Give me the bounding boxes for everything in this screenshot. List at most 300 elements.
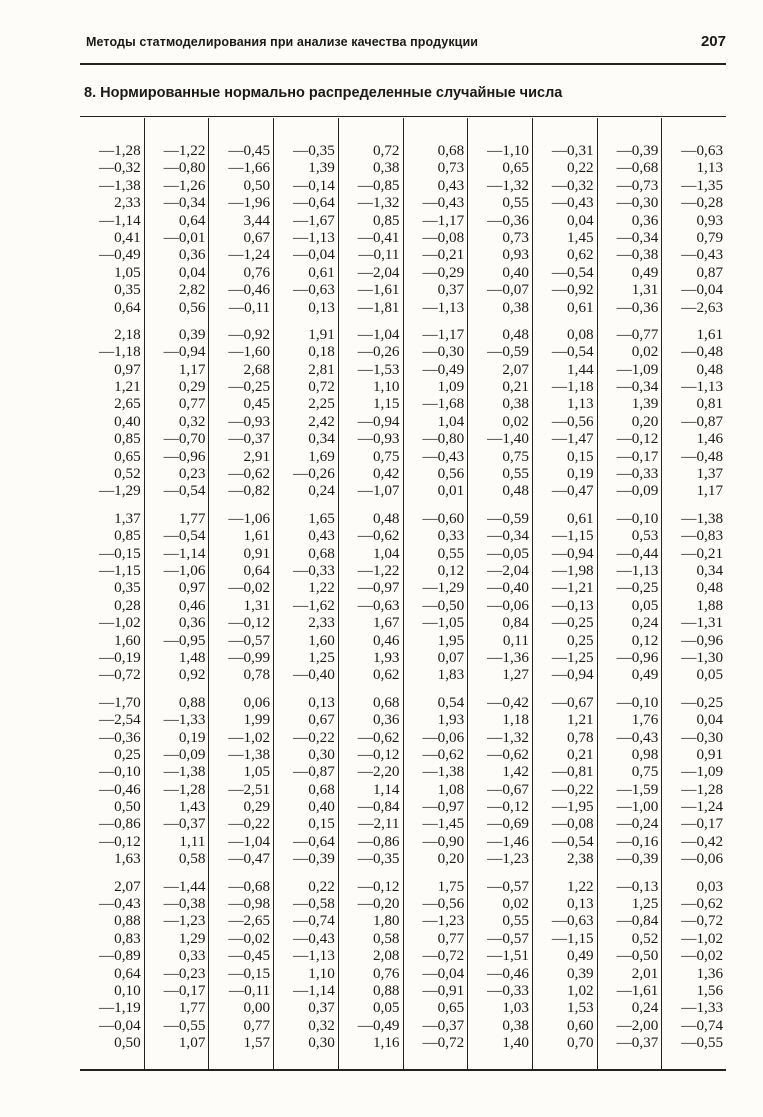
random-number-cell: 1,05 (114, 263, 141, 281)
random-number-cell: —0,55 (681, 1034, 724, 1052)
random-number-cell: —0,93 (357, 430, 400, 448)
random-number-cell: 1,09 (437, 378, 465, 396)
random-number-cell: 0,10 (114, 981, 141, 999)
random-number-cell: —0,49 (357, 1016, 400, 1034)
random-number-cell: —1,81 (357, 298, 400, 316)
random-number-cell: 0,56 (178, 298, 206, 316)
random-number-cell: —0,74 (681, 1016, 724, 1034)
random-number-cell: 1,36 (696, 964, 724, 982)
random-number-cell: 1,63 (114, 850, 141, 868)
random-number-cell: 0,72 (372, 142, 400, 159)
random-number-cell: —0,57 (487, 877, 529, 895)
random-number-cell: 0,60 (567, 1016, 594, 1034)
number-block (145, 510, 206, 684)
random-number-cell: —0,86 (98, 815, 141, 833)
random-number-cell: 0,43 (308, 527, 335, 545)
page-number: 207 (700, 33, 726, 50)
number-block (598, 326, 659, 500)
random-number-cell: 0,61 (308, 263, 335, 281)
random-number-cell: —1,13 (293, 228, 335, 246)
random-number-cell: —1,15 (551, 929, 594, 947)
random-number-cell: 0,29 (178, 378, 206, 396)
random-number-cell: 0,07 (437, 648, 465, 666)
random-number-cell: —1,07 (357, 482, 400, 500)
random-number-cell: —0,43 (681, 246, 724, 264)
random-number-cell: —1,02 (681, 929, 724, 947)
random-number-cell: —1,59 (616, 780, 659, 798)
random-number-cell: —0,06 (487, 596, 529, 614)
random-number-cell: —0,16 (616, 832, 659, 850)
number-block (404, 694, 465, 868)
random-number-cell: —0,04 (422, 964, 465, 982)
random-number-cell: —1,04 (228, 832, 271, 850)
random-number-cell: 0,76 (372, 964, 400, 982)
random-number-cell: —1,38 (228, 745, 271, 763)
number-block (339, 510, 400, 684)
random-number-cell: —0,08 (422, 228, 465, 246)
random-number-cell: 0,93 (502, 246, 529, 264)
random-number-cell: 0,46 (372, 631, 400, 649)
random-number-cell: —0,04 (681, 281, 724, 299)
random-number-cell: —0,17 (616, 447, 659, 465)
random-number-cell: —0,06 (681, 850, 724, 868)
random-number-cell: 1,83 (437, 666, 465, 684)
random-number-cell: —0,26 (357, 343, 400, 361)
random-number-cell: 0,12 (631, 631, 659, 649)
random-number-cell: 1,67 (372, 614, 400, 632)
random-number-cell: 0,76 (243, 263, 271, 281)
random-number-cell: —1,96 (228, 194, 271, 212)
random-number-cell: 2,82 (178, 281, 206, 299)
random-number-cell: 1,14 (372, 780, 400, 798)
random-number-cell: 0,65 (502, 159, 529, 177)
table-column (661, 118, 726, 1069)
random-number-cell: —0,41 (357, 228, 400, 246)
random-number-cell: 1,25 (308, 648, 335, 666)
random-number-cell: —0,97 (422, 798, 465, 816)
random-number-cell: —0,63 (357, 596, 400, 614)
random-number-cell: 0,38 (502, 1016, 529, 1034)
random-number-cell: 1,21 (567, 711, 594, 729)
random-number-cell: —2,51 (228, 780, 271, 798)
number-block (598, 878, 659, 1052)
random-number-cell: —0,42 (487, 693, 529, 711)
random-number-cell: —0,11 (358, 246, 400, 264)
number-block (145, 694, 206, 868)
random-number-cell: 0,55 (437, 544, 465, 562)
random-number-cell: 0,54 (437, 693, 465, 711)
random-number-cell: 0,45 (243, 395, 271, 413)
random-number-cell: —1,28 (681, 780, 724, 798)
random-number-cell: 0,38 (502, 395, 529, 413)
random-number-cell: 0,75 (372, 447, 400, 465)
random-number-cell: 0,41 (114, 228, 141, 246)
random-number-cell: —1,33 (163, 711, 206, 729)
random-number-cell: 0,05 (631, 596, 659, 614)
number-block (80, 878, 141, 1052)
random-number-cell: 2,07 (114, 877, 141, 895)
random-number-cell: 0,36 (178, 246, 206, 264)
random-number-cell: —1,30 (681, 648, 724, 666)
random-number-cell: —0,12 (228, 614, 271, 632)
random-number-cell: 0,58 (178, 850, 206, 868)
random-number-cell: —0,10 (98, 763, 141, 781)
random-number-cell: —0,87 (293, 763, 335, 781)
random-number-cell: —0,25 (681, 693, 724, 711)
random-number-cell: 0,40 (114, 412, 141, 430)
random-number-cell: 0,30 (308, 745, 335, 763)
random-number-cell: —0,32 (98, 159, 141, 177)
random-number-cell: 0,87 (696, 263, 724, 281)
random-number-cell: 1,45 (567, 228, 594, 246)
random-number-cell: 0,58 (372, 929, 400, 947)
random-number-cell: —1,53 (357, 360, 400, 378)
random-number-cell: —0,94 (551, 544, 594, 562)
random-number-cell: 3,44 (243, 211, 271, 229)
random-number-cell: —0,43 (98, 895, 141, 913)
number-block (662, 326, 723, 500)
random-number-cell: —1,31 (681, 614, 724, 632)
random-number-cell: —0,43 (293, 929, 335, 947)
random-number-cell: —0,54 (551, 263, 594, 281)
number-block (468, 142, 529, 316)
random-number-cell: —0,62 (681, 895, 724, 913)
random-number-cell: —1,14 (98, 211, 141, 229)
random-number-cell: —0,13 (551, 596, 594, 614)
random-number-cell: —0,02 (681, 947, 724, 965)
random-number-cell: 0,15 (567, 447, 594, 465)
random-number-cell: 0,40 (502, 263, 529, 281)
random-number-cell: 0,62 (567, 246, 594, 264)
random-number-cell: —0,47 (228, 850, 271, 868)
random-number-cell: —2,65 (228, 912, 271, 930)
random-number-cell: 0,64 (114, 298, 141, 316)
random-number-cell: —0,43 (422, 194, 465, 212)
random-number-cell: 0,39 (178, 325, 206, 343)
random-number-cell: —1,06 (228, 509, 271, 527)
random-number-cell: —1,14 (163, 544, 206, 562)
random-number-cell: 1,18 (502, 711, 529, 729)
random-number-cell: 1,57 (243, 1034, 271, 1052)
random-number-cell: 0,40 (308, 798, 335, 816)
random-number-cell: —0,68 (228, 877, 271, 895)
random-number-cell: —1,32 (357, 194, 400, 212)
random-number-cell: —0,30 (422, 343, 465, 361)
random-number-cell: —2,04 (357, 263, 400, 281)
random-number-cell: 0,68 (308, 544, 335, 562)
random-number-cell: —0,22 (293, 728, 335, 746)
random-number-cell: —1,29 (98, 482, 141, 500)
random-number-cell: 0,24 (631, 999, 659, 1017)
random-number-cell: —0,68 (616, 159, 659, 177)
number-block (662, 694, 723, 868)
random-number-cell: 0,19 (567, 465, 594, 483)
random-number-cell: 0,06 (243, 693, 271, 711)
random-number-cell: —0,05 (487, 544, 529, 562)
random-number-cell: 0,48 (502, 325, 529, 343)
random-number-cell: —0,26 (293, 465, 335, 483)
random-number-cell: 0,91 (696, 745, 724, 763)
random-number-cell: —1,02 (228, 728, 271, 746)
random-number-cell: —1,61 (357, 281, 400, 299)
random-number-cell: 0,20 (631, 412, 659, 430)
random-number-cell: —0,08 (551, 815, 594, 833)
random-number-cell: —1,10 (487, 142, 529, 159)
random-number-cell: —1,24 (228, 246, 271, 264)
random-number-cell: —1,09 (616, 360, 659, 378)
random-number-cell: —0,74 (293, 912, 335, 930)
random-number-cell: 0,24 (308, 482, 335, 500)
random-number-cell: —0,35 (293, 142, 335, 159)
random-number-cell: —0,29 (422, 263, 465, 281)
random-number-cell: —0,38 (616, 246, 659, 264)
random-number-cell: 1,44 (567, 360, 594, 378)
random-number-cell: 0,67 (243, 228, 271, 246)
random-number-cell: 0,64 (114, 964, 141, 982)
random-number-cell: —0,62 (357, 728, 400, 746)
random-number-cell: 1,04 (437, 412, 465, 430)
random-number-cell: —0,99 (228, 648, 271, 666)
number-block (404, 510, 465, 684)
random-number-cell: —1,98 (551, 561, 594, 579)
random-number-cell: —1,02 (98, 614, 141, 632)
random-number-cell: 0,77 (178, 395, 206, 413)
random-number-cell: —0,60 (422, 509, 465, 527)
random-number-cell: —0,34 (616, 228, 659, 246)
random-number-cell: —1,09 (681, 763, 724, 781)
random-number-cell: 0,05 (372, 999, 400, 1017)
random-number-cell: 1,93 (437, 711, 465, 729)
random-number-cell: —1,61 (616, 981, 659, 999)
random-number-cell: 0,53 (631, 527, 659, 545)
random-number-cell: —0,13 (616, 877, 659, 895)
random-number-cell: —0,94 (551, 666, 594, 684)
random-number-cell: —1,70 (98, 693, 141, 711)
random-number-cell: —0,67 (551, 693, 594, 711)
random-number-cell: 1,07 (178, 1034, 206, 1052)
number-block (533, 694, 594, 868)
random-number-cell: 0,33 (178, 947, 206, 965)
random-number-cell: 1,95 (437, 631, 465, 649)
number-block (145, 142, 206, 316)
random-number-cell: —0,37 (422, 1016, 465, 1034)
random-number-cell: 0,68 (308, 780, 335, 798)
random-number-cell: 0,91 (243, 544, 271, 562)
random-number-cell: —0,94 (163, 343, 206, 361)
random-number-cell: —1,25 (551, 648, 594, 666)
random-number-cell: —1,51 (487, 947, 529, 965)
random-number-cell: 0,22 (567, 159, 594, 177)
random-number-cell: —0,37 (228, 430, 271, 448)
random-number-cell: —2,54 (98, 711, 141, 729)
random-number-cell: 0,13 (567, 895, 594, 913)
random-number-cell: —1,26 (163, 176, 206, 194)
random-number-cell: —1,13 (293, 947, 335, 965)
random-number-cell: —0,87 (681, 412, 724, 430)
random-number-cell: 0,39 (567, 964, 594, 982)
random-number-cell: —0,84 (357, 798, 400, 816)
random-number-cell: —0,34 (616, 378, 659, 396)
random-number-cell: —0,54 (163, 527, 206, 545)
table-column (532, 118, 597, 1069)
running-title: Методы статмоделирования при анализе качества продукции (86, 35, 479, 49)
random-number-cell: 2,07 (502, 360, 529, 378)
random-number-cell: 2,25 (308, 395, 335, 413)
random-number-cell: —0,72 (681, 912, 724, 930)
table-top-rule (80, 116, 726, 117)
random-number-cell: —0,10 (616, 509, 659, 527)
random-number-cell: 0,12 (437, 561, 465, 579)
random-number-cell: 1,60 (308, 631, 335, 649)
random-number-cell: 2,18 (114, 325, 141, 343)
random-number-cell: 0,28 (114, 596, 141, 614)
random-number-cell: —1,68 (422, 395, 465, 413)
random-number-cell: —0,36 (98, 728, 141, 746)
page-header (80, 32, 726, 58)
random-number-cell: —0,37 (163, 815, 206, 833)
random-number-cell: —0,47 (551, 482, 594, 500)
random-number-cell: —0,89 (98, 947, 141, 965)
random-number-cell: —0,80 (422, 430, 465, 448)
random-number-cell: 0,75 (631, 763, 659, 781)
section-title: 8. Нормированные нормально распределенные случайные числа (84, 85, 563, 101)
random-number-cell: 1,42 (502, 763, 529, 781)
random-number-cell: —1,17 (422, 325, 465, 343)
random-number-cell: —1,04 (357, 325, 400, 343)
random-number-cell: —0,56 (551, 412, 594, 430)
random-number-cell: —0,36 (487, 211, 529, 229)
random-number-cell: —0,48 (681, 447, 724, 465)
random-number-cell: 0,32 (178, 412, 206, 430)
random-number-cell: 0,68 (372, 693, 400, 711)
random-number-cell: —1,36 (487, 648, 529, 666)
random-number-cell: —0,04 (98, 1016, 141, 1034)
random-number-cell: —0,17 (681, 815, 724, 833)
random-number-cell: 1,10 (308, 964, 335, 982)
table-column (208, 118, 273, 1069)
random-number-cell: —0,36 (616, 298, 659, 316)
random-number-cell: —0,72 (98, 666, 141, 684)
random-number-cell: 0,19 (178, 728, 206, 746)
random-number-cell: —0,98 (228, 895, 271, 913)
random-number-cell: —1,60 (228, 343, 271, 361)
random-number-cell: 0,64 (243, 561, 271, 579)
random-number-cell: —0,32 (551, 176, 594, 194)
random-number-cell: —0,91 (422, 981, 465, 999)
random-number-cell: —0,43 (551, 194, 594, 212)
random-number-cell: 1,27 (502, 666, 529, 684)
random-number-cell: 0,38 (502, 298, 529, 316)
number-block (533, 510, 594, 684)
random-number-cell: 1,61 (696, 325, 724, 343)
random-number-cell: 0,72 (308, 378, 335, 396)
table-column (273, 118, 338, 1069)
random-number-cell: 0,43 (437, 176, 465, 194)
random-number-cell: —1,23 (422, 912, 465, 930)
random-number-cell: 0,23 (178, 465, 206, 483)
random-number-cell: 1,08 (437, 780, 465, 798)
random-number-cell: —0,64 (293, 832, 335, 850)
random-number-cell: 0,62 (372, 666, 400, 684)
random-number-cell: 0,22 (308, 877, 335, 895)
number-block (274, 510, 335, 684)
random-number-cell: 0,29 (243, 798, 271, 816)
random-number-cell: 0,42 (372, 465, 400, 483)
random-number-cell: 1,99 (243, 711, 271, 729)
random-number-cell: 0,78 (243, 666, 271, 684)
random-number-cell: 1,22 (308, 579, 335, 597)
random-number-cell: 1,15 (372, 395, 400, 413)
number-block (598, 510, 659, 684)
random-number-cell: —0,64 (293, 194, 335, 212)
random-number-cell: —1,13 (422, 298, 465, 316)
random-number-cell: 0,55 (502, 465, 529, 483)
number-block (404, 142, 465, 316)
number-block (209, 142, 270, 316)
random-number-cell: 1,43 (178, 798, 206, 816)
random-number-cell: —0,45 (228, 947, 271, 965)
random-number-cell: —1,67 (293, 211, 335, 229)
number-block (339, 326, 400, 500)
random-number-cell: —0,63 (681, 142, 724, 159)
random-number-cell: 0,65 (114, 447, 141, 465)
random-number-cell: —1,46 (487, 832, 529, 850)
random-number-cell: 0,15 (308, 815, 335, 833)
random-number-cell: 1,88 (696, 596, 724, 614)
random-number-cell: 2,01 (631, 964, 659, 982)
random-number-cell: 0,05 (696, 666, 724, 684)
random-number-cell: —0,90 (422, 832, 465, 850)
table-column (80, 118, 144, 1069)
random-number-cell: —0,14 (293, 176, 335, 194)
random-number-cell: —2,63 (681, 298, 724, 316)
number-block (404, 326, 465, 500)
number-block (80, 326, 141, 500)
random-number-cell: 0,56 (437, 465, 465, 483)
random-number-cell: 0,77 (243, 1016, 271, 1034)
random-number-cell: 2,38 (567, 850, 594, 868)
random-number-cell: —0,06 (422, 728, 465, 746)
random-number-cell: 0,04 (567, 211, 594, 229)
random-number-cell: 0,88 (372, 981, 400, 999)
table-column (144, 118, 209, 1069)
table-column (403, 118, 468, 1069)
random-number-cell: —0,22 (551, 780, 594, 798)
table-column (597, 118, 662, 1069)
random-number-cell: —0,46 (98, 780, 141, 798)
random-number-cell: —0,54 (551, 343, 594, 361)
table-bottom-rule (80, 1069, 726, 1071)
random-number-cell: —0,45 (228, 142, 271, 159)
random-number-cell: —1,17 (422, 211, 465, 229)
random-number-cell: 0,11 (502, 631, 529, 649)
random-number-cell: —0,25 (616, 579, 659, 597)
random-number-cell: 0,98 (631, 745, 659, 763)
random-number-cell: 0,02 (502, 412, 529, 430)
number-block (468, 694, 529, 868)
random-number-cell: —0,56 (422, 895, 465, 913)
random-number-cell: 0,48 (502, 482, 529, 500)
random-number-cell: —1,38 (98, 176, 141, 194)
number-block (662, 142, 723, 316)
random-number-cell: —0,02 (228, 929, 271, 947)
random-number-cell: —0,95 (163, 631, 206, 649)
random-number-cell: 2,91 (243, 447, 271, 465)
number-block (209, 510, 270, 684)
random-number-cell: —0,43 (422, 447, 465, 465)
random-number-cell: 1,02 (567, 981, 594, 999)
number-block (598, 694, 659, 868)
